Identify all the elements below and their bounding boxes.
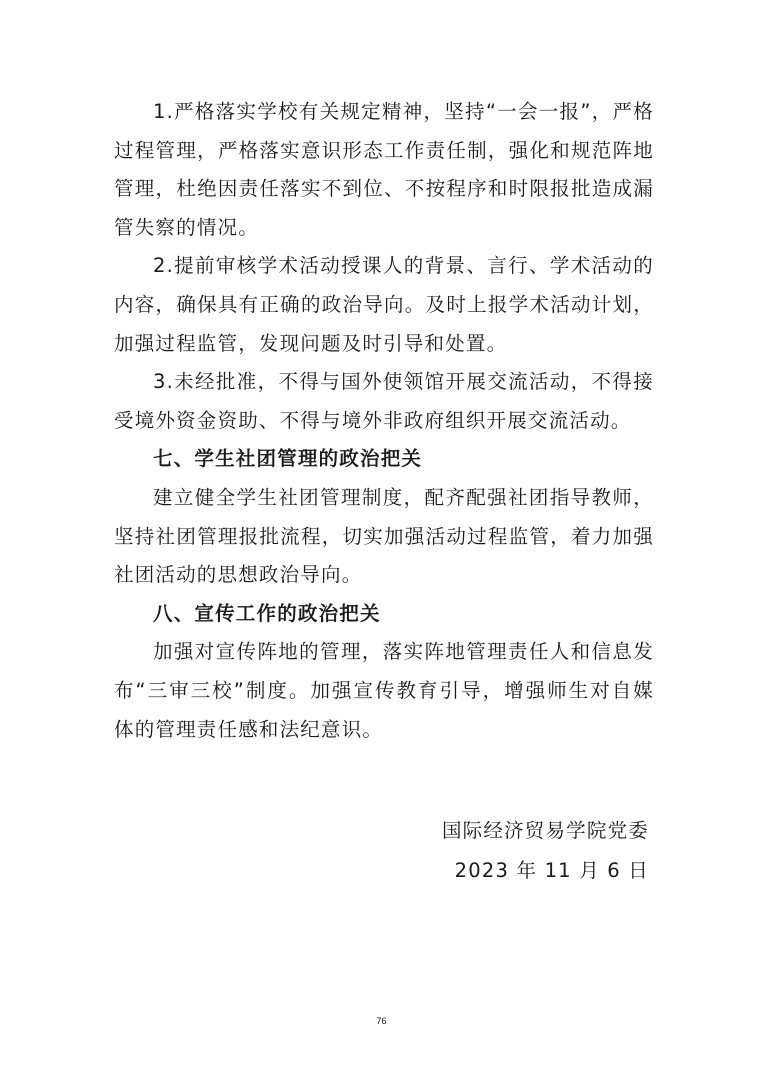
page-number: 76: [376, 1016, 387, 1026]
paragraph-item-2: 2.提前审核学术活动授课人的背景、言行、学术活动的内容，确保具有正确的政治导向。及时上报学术活动计划，加强过程监管，发现问题及时引导和处置。: [114, 254, 654, 355]
section-heading-8: 八、宣传工作的政治把关: [153, 601, 381, 625]
document-body: [114, 93, 654, 749]
section-heading-7: 七、学生社团管理的政治把关: [153, 447, 423, 471]
section-body-8: 加强对宣传阵地的管理，落实阵地管理责任人和信息发布“三审三校”制度。加强宣传教育引导，增强师生对自媒体的管理责任感和法纪意识。: [114, 640, 654, 741]
section-body-7: 建立健全学生社团管理制度，配齐配强社团指导教师，坚持社团管理报批流程，切实加强活动过程监管，着力加强社团活动的思想政治导向。: [114, 485, 654, 587]
paragraph-item-1: 1.严格落实学校有关规定精神，坚持“一会一报”，严格过程管理，严格落实意识形态工作责任制，强化和规范阵地管理，杜绝因责任落实不到位、不按程序和时限报批造成漏管失察的情况。: [114, 100, 654, 239]
signature-organization: 国际经济贸易学院党委: [441, 819, 649, 842]
paragraph-item-3: 3.未经批准，不得与国外使领馆开展交流活动，不得接受境外资金资助、不得与境外非政府组织开展交流活动。: [114, 370, 654, 432]
signature-date: 2023 年 11 月 6 日: [454, 859, 649, 882]
